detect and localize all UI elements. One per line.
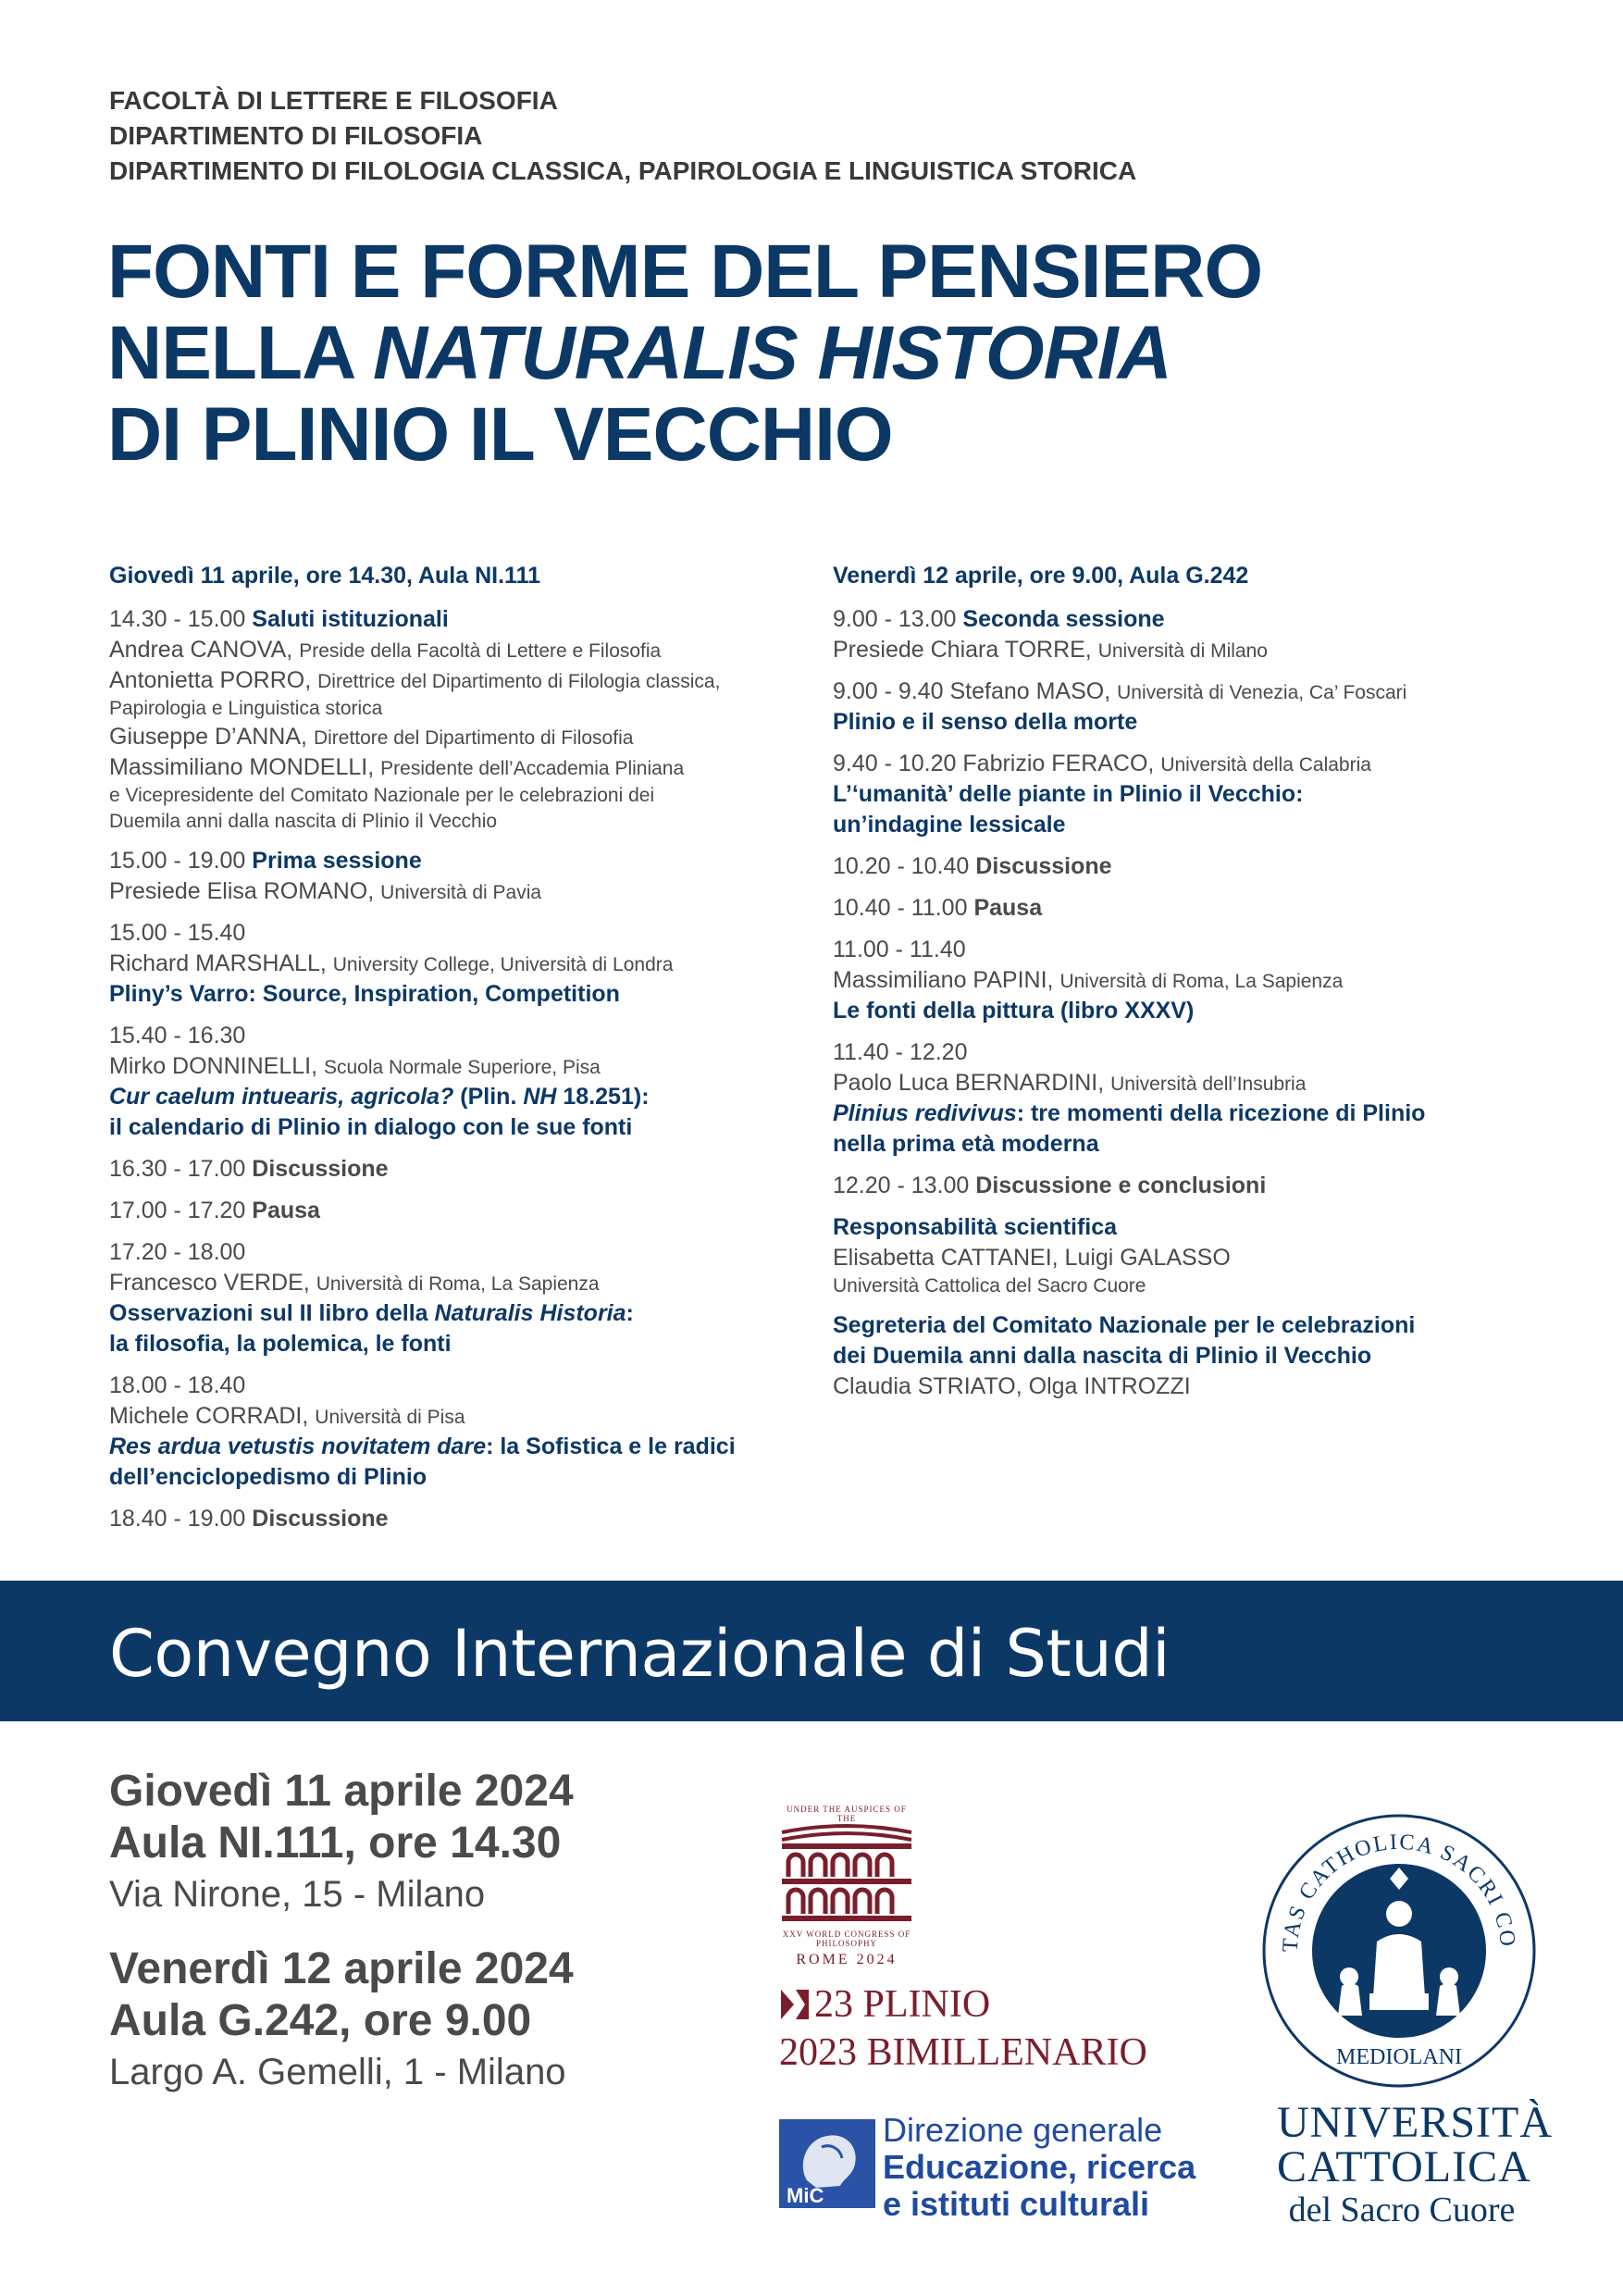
wcp-top-text: UNDER THE AUSPICES OF THE: [787, 1805, 907, 1823]
speaker-affiliation: Scuola Normale Superiore, Pisa: [324, 1057, 601, 1078]
secretariat-names: Claudia STRIATO, Olga INTROZZI: [833, 1373, 1191, 1399]
time-slot: 17.20 - 18.00: [109, 1239, 246, 1265]
mic-line-2: [883, 2149, 1196, 2186]
speaker-role: Direttrice del Dipartimento di Filologia classica,: [317, 671, 721, 692]
mic-text: [883, 2112, 1196, 2223]
speaker-name: Paolo Luca BERNARDINI,: [833, 1070, 1105, 1096]
break-label: Discussione: [252, 1506, 389, 1532]
speaker-name: Stefano MASO,: [949, 678, 1111, 704]
session-label: Seconda sessione: [962, 606, 1165, 632]
ucsc-line-3: del Sacro Cuore: [1288, 2191, 1516, 2229]
speaker-affiliation: Università di Roma, La Sapienza: [1059, 971, 1344, 992]
time-slot: 9.00 - 13.00: [833, 606, 957, 632]
break-label: Discussione e conclusioni: [975, 1173, 1267, 1198]
title-line-1: FONTI E FORME DEL PENSIERO: [107, 230, 1263, 314]
program-day-1: [109, 561, 812, 1545]
secretariat: [833, 1310, 1536, 1402]
program-block: [109, 1021, 812, 1143]
speaker-role: Papirologia e Linguistica storica: [109, 698, 383, 719]
program-block: [109, 1504, 812, 1534]
speaker-name: Francesco VERDE,: [109, 1270, 310, 1296]
time-slot: 18.40 - 19.00: [109, 1506, 246, 1532]
venue-date-2: Venerdì 12 aprile 2024: [109, 1944, 574, 1993]
seal-bottom-text: MEDIOLANI: [1336, 2045, 1462, 2069]
speaker-name: Antonietta PORRO,: [109, 667, 312, 693]
talk-title: [833, 1098, 1536, 1129]
time-slot: 11.00 - 11.40: [833, 937, 966, 962]
plinio-line-2: 2023 BIMILLENARIO: [779, 2031, 1147, 2074]
program-block: [109, 1237, 812, 1359]
responsibility-affiliation: Università Cattolica del Sacro Cuore: [833, 1275, 1146, 1297]
talk-title-line-2: dell’enciclopedismo di Plinio: [109, 1464, 427, 1490]
department-line: DIPARTIMENTO DI FILOLOGIA CLASSICA, PAPIROLOGIA E LINGUISTICA STORICA: [109, 156, 1137, 185]
talk-title-part: : la Sofistica e le radici: [486, 1433, 736, 1459]
program-block: [833, 893, 1536, 924]
time-slot: 11.40 - 12.20: [833, 1039, 968, 1065]
talk-title: [109, 1298, 812, 1329]
talk-title-line-2: la filosofia, la polemica, le fonti: [109, 1331, 452, 1357]
break-label: Discussione: [975, 853, 1112, 879]
conference-banner: [0, 1581, 1623, 1721]
time-slot: 10.40 - 11.00: [833, 895, 968, 921]
speaker-name: Richard MARSHALL,: [109, 950, 327, 976]
program-block: [833, 604, 1536, 665]
talk-title-part: Osservazioni sul II libro della: [109, 1300, 435, 1326]
speaker-role: Preside della Facoltà di Lettere e Filosofia: [299, 640, 662, 662]
talk-title: [109, 1432, 812, 1462]
time-slot: 17.00 - 17.20: [109, 1198, 246, 1223]
program-block: [109, 846, 812, 907]
talk-title-part: 18.251):: [556, 1084, 650, 1110]
speaker-name: Massimiliano PAPINI,: [833, 967, 1054, 993]
talk-title-italic: Plinius redivivus: [833, 1100, 1017, 1126]
program-block: [833, 935, 1536, 1026]
title-line-2: [107, 313, 1262, 394]
talk-title-part: :: [626, 1300, 634, 1326]
world-congress-logo: [777, 1805, 916, 1968]
chair-name: Presiede Elisa ROMANO,: [109, 878, 375, 904]
speaker-name: Giuseppe D’ANNA,: [109, 724, 307, 750]
time-slot: 12.20 - 13.00: [833, 1173, 970, 1198]
speaker-affiliation: Università della Calabria: [1160, 754, 1371, 776]
venue-address-2: Largo A. Gemelli, 1 - Milano: [109, 2052, 566, 2092]
time-slot: 16.30 - 17.00: [109, 1156, 246, 1182]
time-slot: 15.40 - 16.30: [109, 1023, 246, 1049]
title-line-2-prefix: NELLA: [107, 311, 374, 395]
talk-title: Pliny’s Varro: Source, Inspiration, Competition: [109, 981, 620, 1007]
responsibility-names: Elisabetta CATTANEI, Luigi GALASSO: [833, 1245, 1231, 1271]
chair-name: Presiede Chiara TORRE,: [833, 637, 1092, 663]
department-line: FACOLTÀ DI LETTERE E FILOSOFIA: [109, 86, 558, 115]
colosseum-icon: [777, 1823, 916, 1925]
chair-affiliation: Università di Milano: [1097, 640, 1268, 662]
session-label: Prima sessione: [252, 848, 422, 874]
mic-line-3-text: e istituti culturali: [883, 2185, 1150, 2223]
department-list: [109, 83, 1136, 189]
secretariat-heading: Segreteria del Comitato Nazionale per le celebrazioni: [833, 1312, 1416, 1338]
day-1-heading: Giovedì 11 aprile, ore 14.30, Aula NI.111: [109, 563, 540, 589]
talk-title-italic: Naturalis Historia: [434, 1300, 626, 1326]
talk-title: Le fonti della pittura (libro XXXV): [833, 998, 1195, 1024]
mic-line-3: [883, 2186, 1196, 2223]
plinio-line-1: 23 PLINIO: [814, 1983, 991, 2026]
seal-ring-text: TAS CATHOLICA SACRI CO: [1278, 1830, 1520, 1953]
program-block: [109, 1371, 812, 1493]
responsibility-heading: Responsabilità scientifica: [833, 1214, 1118, 1240]
wcp-bottom-text: ROME 2024: [796, 1952, 898, 1967]
speaker-affiliation: University College, Università di Londra: [332, 954, 674, 975]
program-block: [833, 1171, 1536, 1201]
banner-text: Convegno Internazionale di Studi: [109, 1616, 1171, 1692]
time-slot: 9.40 - 10.20: [833, 751, 957, 776]
talk-title-line-2: nella prima età moderna: [833, 1131, 1099, 1157]
ucsc-seal: [1260, 1812, 1538, 2094]
venue-room-2: Aula G.242, ore 9.00: [109, 1996, 532, 2045]
talk-title-line-2: il calendario di Plinio in dialogo con le sue fonti: [109, 1114, 633, 1140]
venue-date-1: Giovedì 11 aprile 2024: [109, 1767, 574, 1816]
time-slot: 15.00 - 15.40: [109, 920, 246, 946]
venue-address-1: Via Nirone, 15 - Milano: [109, 1874, 486, 1915]
session-label: Saluti istituzionali: [252, 606, 449, 632]
program-block: [833, 1037, 1536, 1160]
mic-line-2-text: Educazione, ricerca: [883, 2148, 1196, 2186]
secretariat-heading-line-2: dei Duemila anni dalla nascita di Plinio il Vecchio: [833, 1343, 1372, 1369]
talk-title-italic: NH: [523, 1084, 557, 1110]
speaker-name: Andrea CANOVA,: [109, 637, 293, 663]
time-slot: 14.30 - 15.00: [109, 606, 246, 632]
wcp-mid-text: XXV WORLD CONGRESS OF PHILOSOPHY: [782, 1930, 911, 1948]
time-slot: 18.00 - 18.40: [109, 1372, 246, 1398]
talk-title: L’‘umanità’ delle piante in Plinio il Vecchio:: [833, 781, 1304, 807]
break-label: Discussione: [252, 1156, 389, 1182]
title-line-2-italic: NATURALIS HISTORIA: [373, 311, 1171, 395]
university-seal-icon: [1260, 1812, 1538, 2090]
day-2-heading: Venerdì 12 aprile, ore 9.00, Aula G.242: [833, 563, 1249, 589]
talk-title-line-2: un’indagine lessicale: [833, 812, 1066, 838]
speaker-role: e Vicepresidente del Comitato Nazionale per le celebrazioni dei: [109, 785, 655, 806]
venue-info: [109, 1766, 574, 2097]
speaker-affiliation: Università di Pisa: [315, 1407, 465, 1428]
mic-line-1: Direzione generale: [883, 2111, 1163, 2149]
speaker-affiliation: Università di Roma, La Sapienza: [316, 1273, 600, 1295]
speaker-role: Presidente dell’Accademia Pliniana: [380, 758, 685, 779]
poster-title: [107, 231, 1262, 476]
plinio-bimillenario-logo: [779, 1980, 1147, 2077]
speaker-name: Massimiliano MONDELLI,: [109, 754, 375, 780]
program-block: [109, 1196, 812, 1226]
speaker-role: Duemila anni dalla nascita di Plinio il Vecchio: [109, 811, 498, 832]
scientific-responsibility: [833, 1212, 1536, 1299]
plinio-mark-icon: [779, 1988, 811, 2021]
mic-emblem: [779, 2119, 875, 2208]
break-label: Pausa: [973, 895, 1043, 921]
talk-title-italic: Res ardua vetustis novitatem dare: [109, 1433, 487, 1459]
program-block: [109, 604, 812, 835]
talk-title-italic: Cur caelum intuearis, agricola?: [109, 1084, 454, 1110]
talk-title: [109, 1082, 812, 1112]
department-line: DIPARTIMENTO DI FILOSOFIA: [109, 121, 483, 150]
talk-title-part: (Plin.: [453, 1084, 524, 1110]
title-line-3: DI PLINIO IL VECCHIO: [107, 392, 893, 477]
program-day-2: [833, 561, 1536, 1413]
time-slot: 9.00 - 9.40: [833, 678, 944, 704]
program-block: [833, 676, 1536, 738]
talk-title-part: : tre momenti della ricezione di Plinio: [1016, 1100, 1426, 1126]
speaker-affiliation: Università dell’Insubria: [1110, 1074, 1307, 1095]
speaker-name: Fabrizio FERACO,: [962, 751, 1155, 776]
venue-room-1: Aula NI.111, ore 14.30: [109, 1818, 562, 1868]
time-slot: 15.00 - 19.00: [109, 848, 246, 874]
program-block: [109, 1154, 812, 1185]
ucsc-wordmark: [1277, 2098, 1553, 2230]
time-slot: 10.20 - 10.40: [833, 853, 970, 879]
break-label: Pausa: [252, 1198, 320, 1223]
chair-affiliation: Università di Pavia: [380, 882, 542, 903]
speaker-role: Direttore del Dipartimento di Filosofia: [313, 727, 634, 749]
ucsc-line-1: UNIVERSITÀ: [1277, 2098, 1553, 2147]
program-block: [833, 851, 1536, 882]
program-block: [109, 918, 812, 1010]
ucsc-line-2: CATTOLICA: [1277, 2142, 1531, 2191]
speaker-affiliation: Università di Venezia, Ca’ Foscari: [1117, 682, 1407, 703]
mic-label: MiC: [787, 2184, 824, 2207]
speaker-name: Michele CORRADI,: [109, 1403, 309, 1429]
speaker-name: Mirko DONNINELLI,: [109, 1053, 318, 1079]
talk-title: Plinio e il senso della morte: [833, 709, 1138, 735]
program-block: [833, 749, 1536, 840]
